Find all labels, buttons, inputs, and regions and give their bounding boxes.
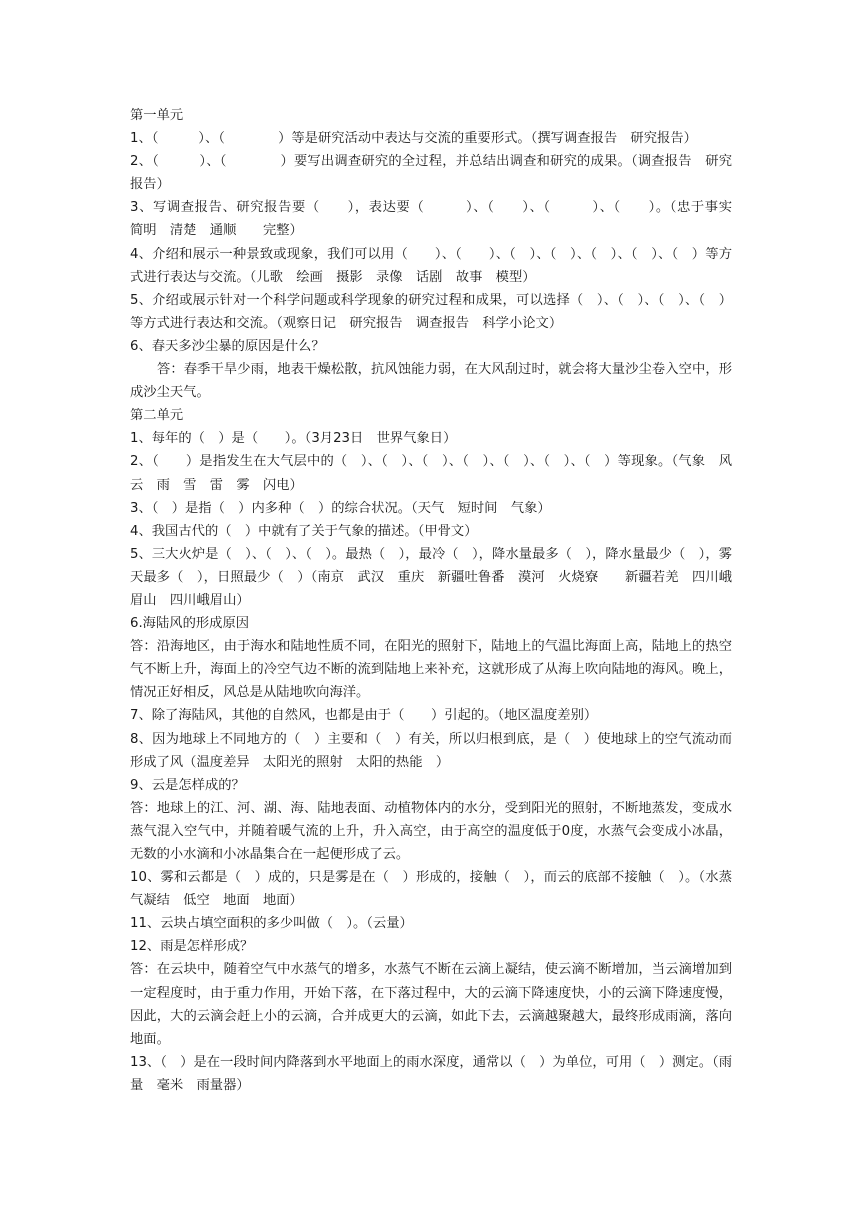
answer-2-12: 答：在云块中，随着空气中水蒸气的增多，水蒸气不断在云滴上凝结，使云滴不断增加，当云滴增加到一定程度时，由于重力作用，开始下落，在下落过程中，大的云滴下降速度快，小的云滴下降速度慢，因此，大的云滴会赶上小的云滴，合并成更大的云滴，如此下去，云滴越聚越大，最终形成雨滴，落向地面。 (130, 962, 732, 1047)
question-2-5: 5、三大火炉是（ ）、（ ）、（ ）。最热（ ），最冷（ ），降水量最多（ ），降水量最少（ ），雾天最多（ ），日照最少（ ）（南京 武汉 重庆 新疆吐鲁番 漠河 火烧寮 新疆若羌 四川峨眉山 四川峨眉山） (130, 546, 732, 608)
question-2-9: 9、云是怎样成的？ (130, 777, 245, 793)
question-1-5: 5、介绍或展示针对一个科学问题或科学现象的研究过程和成果，可以选择（ ）、（ ）、（ ）、（ ）等方式进行表达和交流。（观察日记 研究报告 调查报告 科学小论文） (130, 292, 732, 331)
answer-1-6: 答：春季干旱少雨，地表干燥松散，抗风蚀能力弱，在大风刮过时，就会将大量沙尘卷入空中，形成沙尘天气。 (130, 362, 732, 401)
question-2-2: 2、（ ）是指发生在大气层中的（ ）、（ ）、（ ）、（ ）、（ ）、（ ）、（ ）等现象。（气象 风 云 雨 雪 雷 雾 闪电） (130, 454, 746, 493)
question-1-1: 1、（ ）、（ ）等是研究活动中表达与交流的重要形式。（撰写调查报告 研究报告） (130, 131, 697, 147)
answer-2-9: 答：地球上的江、河、湖、海、陆地表面、动植物体内的水分，受到阳光的照射，不断地蒸发，变成水蒸气混入空气中，并随着暖气流的上升，升入高空，由于高空的温度低于0度，水蒸气会变成小冰晶，无数的小水滴和小冰晶集合在一起便形成了云。 (130, 800, 732, 862)
question-2-11: 11、云块占填空面积的多少叫做（ ）。（云量） (130, 916, 413, 932)
question-2-4: 4、我国古代的（ ）中就有了关于气象的描述。（甲骨文） (130, 523, 478, 539)
question-1-4: 4、介绍和展示一种景致或现象，我们可以用（ ）、（ ）、（ ）、（ ）、（ ）、（ ）、（ ）等方式进行表达与交流。（儿歌 绘画 摄影 录像 话剧 故事 模型） (130, 246, 732, 285)
document-body (130, 104, 759, 1097)
question-2-6: 6.海陆风的形成原因 (130, 616, 250, 632)
question-2-13: 13、（ ）是在一段时间内降落到水平地面上的雨水深度，通常以（ ）为单位，可用（ ）测定。（雨量 毫米 雨量器） (130, 1054, 732, 1093)
question-1-2: 2、（ ）、（ ）要写出调查研究的全过程，并总结出调查和研究的成果。（调查报告 研究报告） (130, 154, 732, 193)
question-1-3: 3、写调查报告、研究报告要（ ），表达要（ ）、（ ）、（ ）、（ ）。（忠于事实 简明 清楚 通顺 完整） (130, 200, 759, 239)
question-2-3: 3、（ ）是指（ ）内多种（ ）的综合状况。（天气 短时间 气象） (130, 500, 551, 516)
question-2-1: 1、每年的（ ）是（ ）。（3月23日 世界气象日） (130, 431, 457, 447)
question-2-12: 12、雨是怎样形成？ (130, 939, 254, 955)
answer-2-6: 答：沿海地区，由于海水和陆地性质不同，在阳光的照射下，陆地上的气温比海面上高，陆地上的热空气不断上升，海面上的冷空气边不断的流到陆地上来补充，这就形成了从海上吹向陆地的海风。晚上，情况正好相反，风总是从陆地吹向海洋。 (130, 639, 732, 701)
unit-heading-1: 第一单元 (130, 108, 184, 123)
unit-heading-2: 第二单元 (130, 408, 184, 424)
question-1-6: 6、春天多沙尘暴的原因是什么？ (130, 338, 325, 354)
question-2-10: 10、雾和云都是（ ）成的，只是雾是在（ ）形成的，接触（ ），而云的底部不接触（ ）。（水蒸气凝结 低空 地面 地面） (130, 870, 732, 909)
question-2-7: 7、除了海陆风，其他的自然风，也都是由于（ ）引起的。（地区温度差别） (130, 708, 598, 724)
question-2-8: 8、因为地球上不同地方的（ ）主要和（ ）有关，所以归根到底，是（ ）使地球上的空气流动而形成了风（温度差异 太阳光的照射 太阳的热能 ） (130, 731, 732, 770)
